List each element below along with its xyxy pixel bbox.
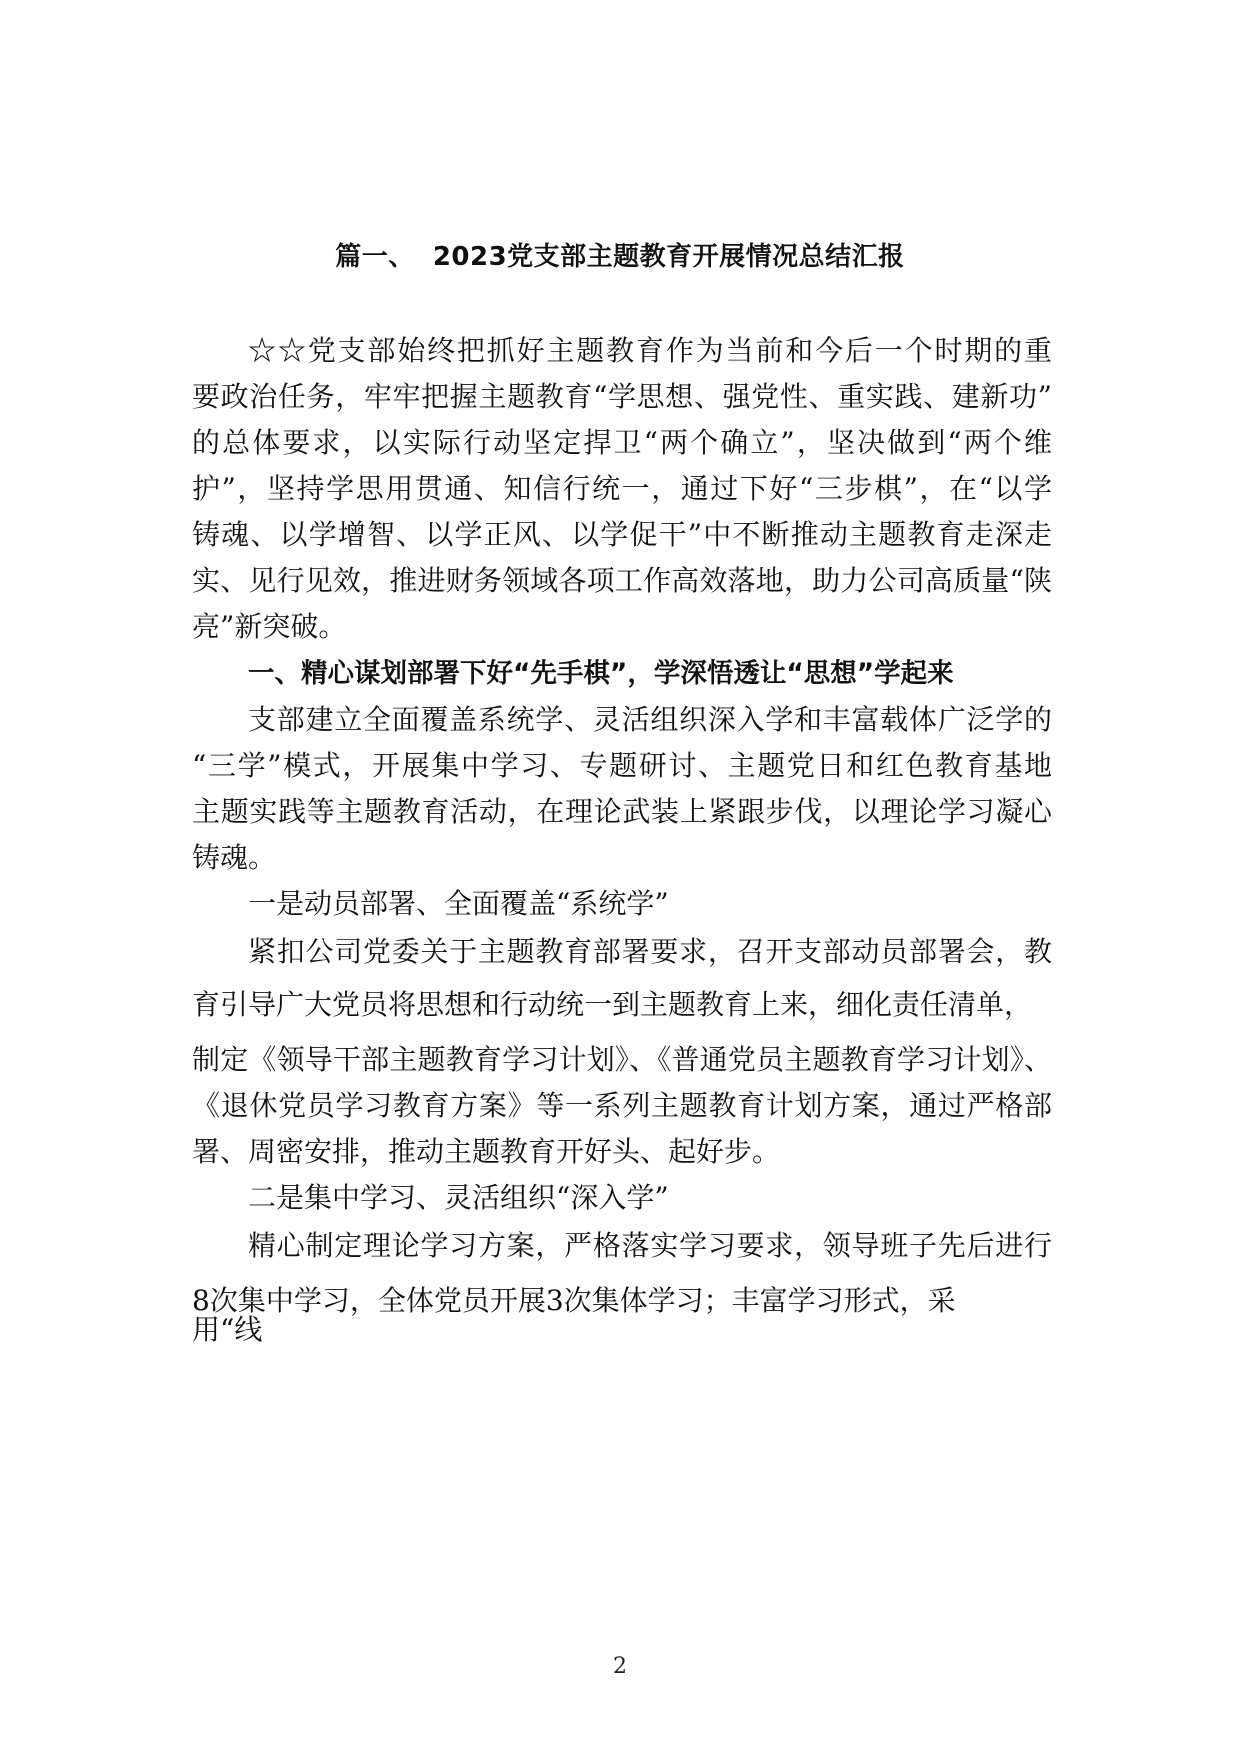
subsection-2-line-3: 用“线 <box>192 1313 263 1346</box>
section-1-line-2: “三学”模式，开展集中学习、专题研讨、主题党日和红色教育基地 <box>192 749 1052 782</box>
subsection-1-heading: 一是动员部署、全面覆盖“系统学” <box>248 887 669 920</box>
subsection-1-line-2: 育引导广大党员将思想和行动统一到主题教育上来，细化责任清单， <box>192 988 1033 1021</box>
subsection-2-heading: 二是集中学习、灵活组织“深入学” <box>248 1181 669 1214</box>
subsection-2-line-2: 8次集中学习，全体党员开展3次集体学习；丰富学习形式，采 <box>192 1284 956 1317</box>
intro-line-5: 铸魂、以学增智、以学正风、以学促干”中不断推动主题教育走深走 <box>192 518 1052 551</box>
subsection-1-line-1: 紧扣公司党委关于主题教育部署要求，召开支部动员部署会，教 <box>248 935 1052 968</box>
subsection-1-line-5: 署、周密安排，推动主题教育开好头、起好步。 <box>192 1135 781 1168</box>
page-number: 2 <box>613 1654 627 1679</box>
section-1-line-3: 主题实践等主题教育活动，在理论武装上紧跟步伐，以理论学习凝心 <box>192 795 1052 828</box>
subsection-2-line-1: 精心制定理论学习方案，严格落实学习要求，领导班子先后进行 <box>248 1229 1052 1262</box>
document-title <box>0 236 1240 273</box>
section-1-line-4: 铸魂。 <box>192 841 277 874</box>
subsection-1-line-4: 《退休党员学习教育方案》等一系列主题教育计划方案，通过严格部 <box>192 1089 1052 1122</box>
section-1-heading: 一、精心谋划部署下好“先手棋”，学深悟透让“思想”学起来 <box>248 658 954 689</box>
intro-line-3: 的总体要求，以实际行动坚定捍卫“两个确立”，坚决做到“两个维 <box>192 426 1052 459</box>
section-1-line-1: 支部建立全面覆盖系统学、灵活组织深入学和丰富载体广泛学的 <box>248 703 1052 736</box>
intro-line-1: ☆☆党支部始终把抓好主题教育作为当前和今后一个时期的重 <box>248 334 1052 367</box>
title-prefix: 篇一、 <box>335 242 415 272</box>
subsection-1-line-3: 制定《领导干部主题教育学习计划》、《普通党员主题教育学习计划》、 <box>192 1043 1052 1076</box>
intro-line-2: 要政治任务，牢牢把握主题教育“学思想、强党性、重实践、建新功” <box>192 380 1052 413</box>
title-main: 2023党支部主题教育开展情况总结汇报 <box>432 242 905 272</box>
intro-line-4: 护”，坚持学思用贯通、知信行统一，通过下好“三步棋”，在“以学 <box>192 472 1052 505</box>
intro-line-7: 亮”新突破。 <box>192 610 347 643</box>
intro-line-6: 实、见行见效，推进财务领域各项工作高效落地，助力公司高质量“陕 <box>192 564 1052 597</box>
